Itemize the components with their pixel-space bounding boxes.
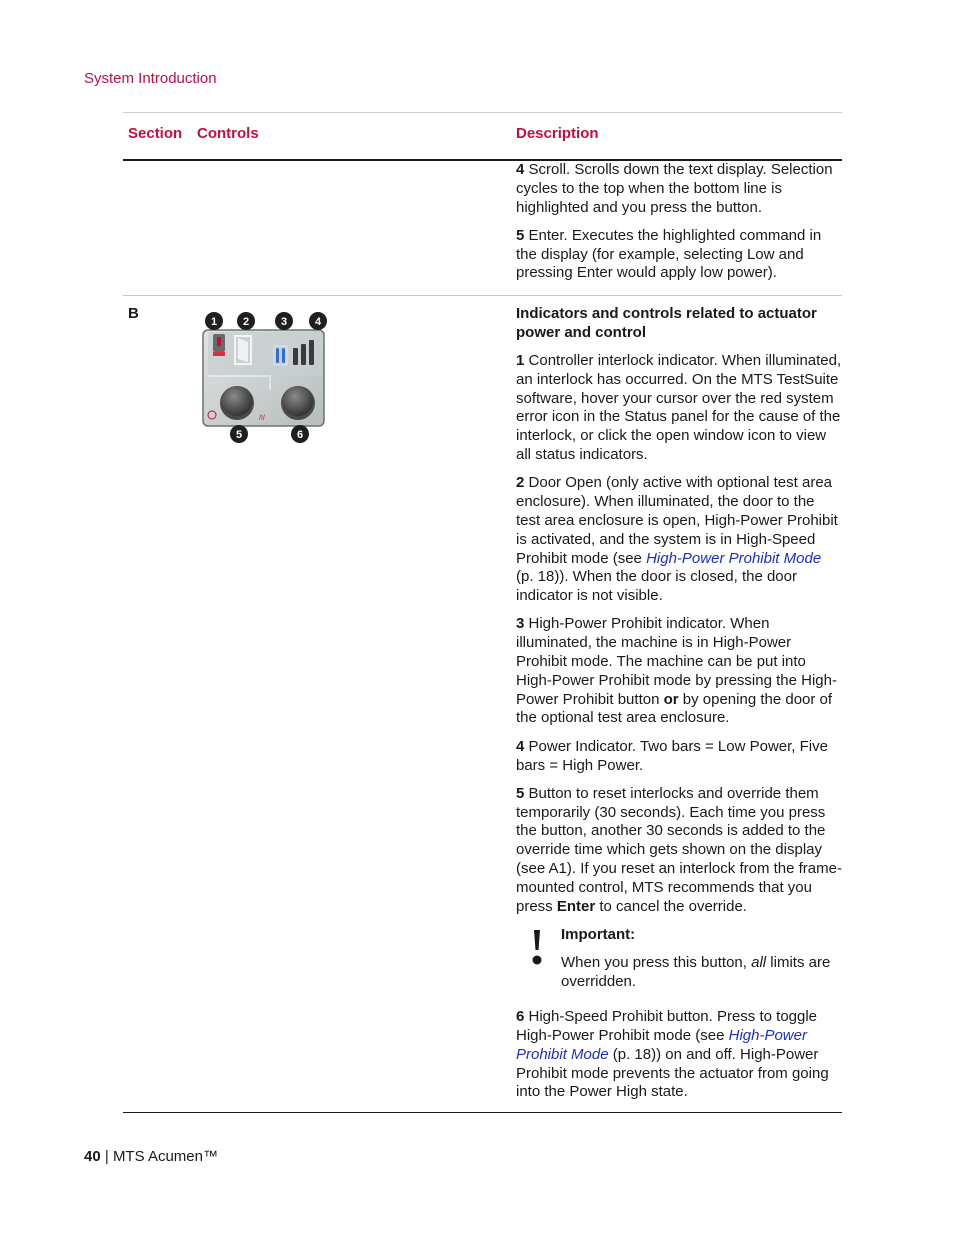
callout-3-label: 3 bbox=[280, 316, 288, 328]
column-header-description: Description bbox=[516, 125, 599, 142]
exclamation-icon bbox=[528, 928, 546, 968]
row-a-item-5 bbox=[516, 227, 842, 283]
important-text bbox=[561, 954, 842, 992]
important-title: Important: bbox=[561, 925, 636, 943]
page-footer bbox=[84, 1148, 218, 1165]
row-b-item-5 bbox=[516, 785, 842, 917]
important-text-part: When you press this button, bbox=[561, 953, 747, 971]
item-text: High-Power Prohibit indicator. When illuminated, the machine is in High-Power Prohibit mode. The machine can be put into High-Power Prohibit mode by pressing the High-Power Prohibit button bbox=[516, 615, 837, 708]
row-a-item-4 bbox=[516, 161, 842, 217]
page-number: 40 bbox=[84, 1148, 101, 1165]
item-text: (p. 18)) on and off. High-Power Prohibit mode prevents the actuator from going into the Power High state. bbox=[516, 1045, 829, 1101]
column-header-section: Section bbox=[128, 125, 183, 142]
important-text-part: limits are overridden. bbox=[561, 953, 831, 990]
item-number: 5 bbox=[516, 226, 525, 244]
row-b-item-1 bbox=[516, 352, 842, 465]
item-number: 4 bbox=[516, 161, 525, 178]
row-b-description bbox=[516, 305, 842, 1112]
callout-4-label: 4 bbox=[314, 316, 322, 328]
high-power-prohibit-mode-link[interactable]: High-Power Prohibit Mode bbox=[516, 1027, 807, 1063]
item-number: 4 bbox=[516, 737, 525, 755]
row-b-title bbox=[516, 305, 842, 343]
item-text: Scroll. Scrolls down the text display. Selection cycles to the top when the bottom line is highlighted and you press the button. bbox=[516, 161, 833, 216]
important-emphasis: all bbox=[751, 953, 767, 971]
row-b-item-4 bbox=[516, 738, 842, 776]
item-text: High-Speed Prohibit button. Press to toggle High-Power Prohibit mode (see bbox=[516, 1008, 818, 1045]
callout-5 bbox=[230, 425, 248, 443]
high-speed-prohibit-button bbox=[281, 386, 315, 420]
important-note bbox=[516, 926, 842, 991]
item-emphasis: or bbox=[663, 690, 679, 708]
high-power-prohibit-mode-link[interactable]: High-Power Prohibit Mode bbox=[646, 549, 822, 567]
callout-3 bbox=[275, 312, 293, 330]
row-b-item-6 bbox=[516, 1008, 842, 1102]
running-head: System Introduction bbox=[84, 70, 217, 87]
item-text: to cancel the override. bbox=[599, 897, 747, 915]
section-letter-b: B bbox=[128, 305, 139, 322]
interlock-indicator-icon bbox=[213, 334, 225, 356]
callout-6-label: 6 bbox=[296, 429, 304, 441]
item-number: 2 bbox=[516, 474, 525, 492]
row-b-item-2 bbox=[516, 474, 842, 606]
item-number: 6 bbox=[516, 1008, 525, 1026]
control-panel-svg bbox=[200, 310, 330, 445]
callout-1 bbox=[205, 312, 223, 330]
callout-2-label: 2 bbox=[242, 316, 250, 328]
table-top-rule bbox=[123, 112, 842, 113]
item-text: Power Indicator. Two bars = Low Power, Five bars = High Power. bbox=[516, 737, 828, 774]
callout-4 bbox=[309, 312, 327, 330]
row-divider bbox=[123, 295, 842, 296]
callout-5-label: 5 bbox=[235, 429, 243, 441]
prohibit-symbol-icon: /!/ bbox=[259, 415, 265, 422]
column-header-controls: Controls bbox=[197, 125, 259, 142]
item-number: 3 bbox=[516, 615, 525, 633]
item-text: Door Open (only active with optional test area enclosure). When illuminated, the door to the test area enclosure is open, High-Power Prohibit is activated, and the system is in High-Speed Prohibit mode (see bbox=[516, 474, 838, 567]
item-text: by opening the door of the optional test area enclosure. bbox=[516, 690, 833, 727]
product-name: MTS Acumen™ bbox=[112, 1148, 218, 1165]
row-b-title-text: Indicators and controls related to actuator power and control bbox=[516, 305, 817, 341]
reset-interlock-button bbox=[220, 386, 254, 420]
footer-separator: | bbox=[104, 1148, 109, 1165]
callout-2 bbox=[237, 312, 255, 330]
table-bottom-rule bbox=[123, 1112, 842, 1113]
row-a-description bbox=[516, 161, 842, 293]
item-number: 5 bbox=[516, 784, 525, 802]
control-panel-illustration bbox=[200, 310, 330, 445]
item-text: Enter. Executes the highlighted command in the display (for example, selecting Low and pressing Enter would apply low power). bbox=[516, 226, 822, 282]
callout-6 bbox=[291, 425, 309, 443]
item-text: Controller interlock indicator. When illuminated, an interlock has occurred. On the MTS TestSuite software, hover your cursor over the red system error icon in the Status panel for the cause of the interlock, or click the open window icon to view all status indicators. bbox=[516, 352, 842, 464]
row-b-item-3 bbox=[516, 615, 842, 728]
item-text: (p. 18)). When the door is closed, the door indicator is not visible. bbox=[516, 568, 797, 605]
item-text: Button to reset interlocks and override them temporarily (30 seconds). Each time you press the button, another 30 seconds is added to the override time which gets shown on the display (see A1). If you reset an interlock from the frame-mounted control, MTS recommends that you press bbox=[516, 784, 842, 915]
item-emphasis: Enter bbox=[556, 897, 596, 915]
item-number: 1 bbox=[516, 352, 525, 370]
callout-1-label: 1 bbox=[210, 316, 218, 328]
